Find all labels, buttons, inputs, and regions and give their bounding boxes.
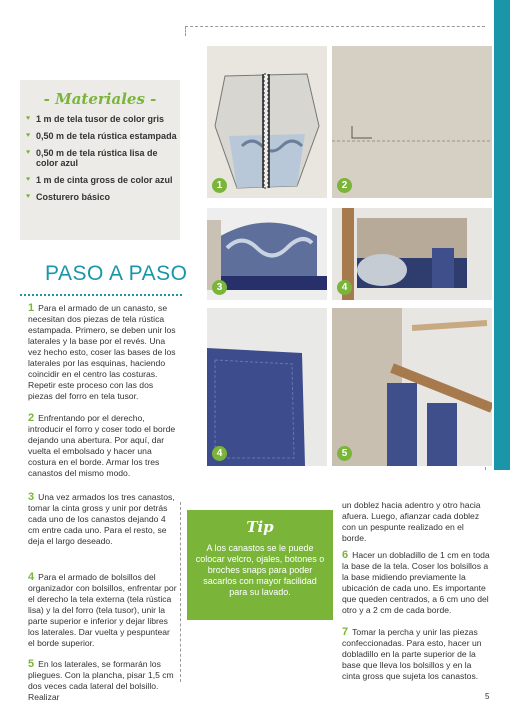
bag-seam-illustration bbox=[207, 46, 327, 198]
photo-step-1 bbox=[207, 46, 327, 198]
dashed-divider-top bbox=[185, 26, 485, 27]
heart-bullet-icon: ♥ bbox=[26, 149, 31, 156]
photo-number-badge: 1 bbox=[212, 178, 227, 193]
materials-list bbox=[22, 114, 178, 209]
photo-number-badge: 3 bbox=[212, 280, 227, 295]
section-title: PASO A PASO bbox=[45, 262, 188, 285]
step-5-continued: un doblez hacia adentro y otro hacia afuera. Luego, afianzar cada doblez con un pespunte realizado en el borde. bbox=[342, 500, 481, 543]
step-1: 1 Para el armado de un canasto, se necesitan dos piezas de tela rústica estampada. Primero, se deben unir los laterales y la base por el revés. Una vez hecho esto, coser las bases de los laterales por las esquinas, haciendo coincidir en el centro las costuras. Repetir este proceso con las dos piezas del forro en tela tusor. bbox=[28, 302, 176, 401]
step-5: 5 En los laterales, se formarán los pliegues. Con la plancha, pisar 1,5 cm dos veces cada lateral del bolsillo. Realizar bbox=[28, 658, 174, 702]
heart-bullet-icon: ♥ bbox=[26, 115, 31, 122]
heart-bullet-icon: ♥ bbox=[26, 176, 31, 183]
photo-step-5 bbox=[332, 308, 492, 466]
materials-title: - Materiales - bbox=[43, 90, 157, 108]
materials-item: ♥ 1 m de cinta gross de color azul bbox=[26, 175, 173, 185]
tip-title: Tip bbox=[246, 518, 274, 536]
dashed-divider-tip bbox=[180, 502, 181, 682]
step-3: 3 Una vez armados los tres canastos, tomar la cinta gross y unir por detrás cada uno de los canastos dejando 4 cm entre cada uno. Para el resto, se deja el largo deseado. bbox=[28, 491, 175, 546]
page-number: 5 bbox=[485, 692, 490, 701]
heart-bullet-icon: ♥ bbox=[26, 193, 31, 200]
photo-number-badge: 2 bbox=[337, 178, 352, 193]
photo-step-4b bbox=[207, 308, 327, 466]
materials-item: ♥ Costurero básico bbox=[26, 192, 111, 202]
materials-item: ♥ 0,50 m de tela rústica lisa de color azul bbox=[26, 148, 158, 168]
photo-step-2 bbox=[332, 46, 492, 198]
heart-bullet-icon: ♥ bbox=[26, 132, 31, 139]
step-4: 4 Para el armado de bolsillos del organizador con bolsillos, enfrentar por el derecho la tela externa (tela rústica lisa) y la del forro (tela tusor), unir la parte superior e inferior y dejar libres los laterales. Dar vuelta y pespuntear el borde superior. bbox=[28, 571, 177, 648]
step-2: 2 Enfrentando por el derecho, introducir el forro y coser todo el borde dejando una abertura. Por aquí, dar vuelta el embolsado y hacer una costura en el borde. Armar los tres canastos del mismo modo. bbox=[28, 412, 176, 478]
fabric-edge-illustration bbox=[332, 46, 492, 198]
photo-step-3 bbox=[207, 208, 327, 300]
photo-number-badge: 5 bbox=[337, 446, 352, 461]
hanger-assembly-illustration bbox=[332, 308, 492, 466]
step-7: 7 Tomar la percha y unir las piezas confeccionadas. Para esto, hacer un dobladillo en la parte superior de la base que lleva los bolsillos y en la cinta gross que sujeta los canastos. bbox=[342, 626, 482, 681]
teal-side-band bbox=[494, 0, 510, 470]
photo-number-badge: 4 bbox=[337, 280, 352, 295]
materials-item: ♥ 1 m de tela tusor de color gris bbox=[26, 114, 165, 124]
hanger-pocket-illustration bbox=[332, 208, 492, 300]
step-6: 6 Hacer un dobladillo de 1 cm en toda la base de la tela. Coser los bolsillos a la base midiendo previamente la ubicación de cada uno. Es importante que queden centrados, a 6 cm uno del otro y a 2 cm de cada borde. bbox=[342, 549, 490, 615]
materials-item: ♥ 0,50 m de tela rústica estampada bbox=[26, 131, 177, 141]
dashed-divider-corner bbox=[185, 26, 186, 36]
dotted-underline bbox=[20, 294, 182, 296]
photo-step-4 bbox=[332, 208, 492, 300]
blue-fabric-illustration bbox=[207, 308, 327, 466]
photo-number-badge: 4 bbox=[212, 446, 227, 461]
tip-text: A los canastos se le puede colocar velcro, ojales, botones o broches snaps para poder sacarlos con mayor facilidad para su lavado. bbox=[195, 543, 325, 597]
